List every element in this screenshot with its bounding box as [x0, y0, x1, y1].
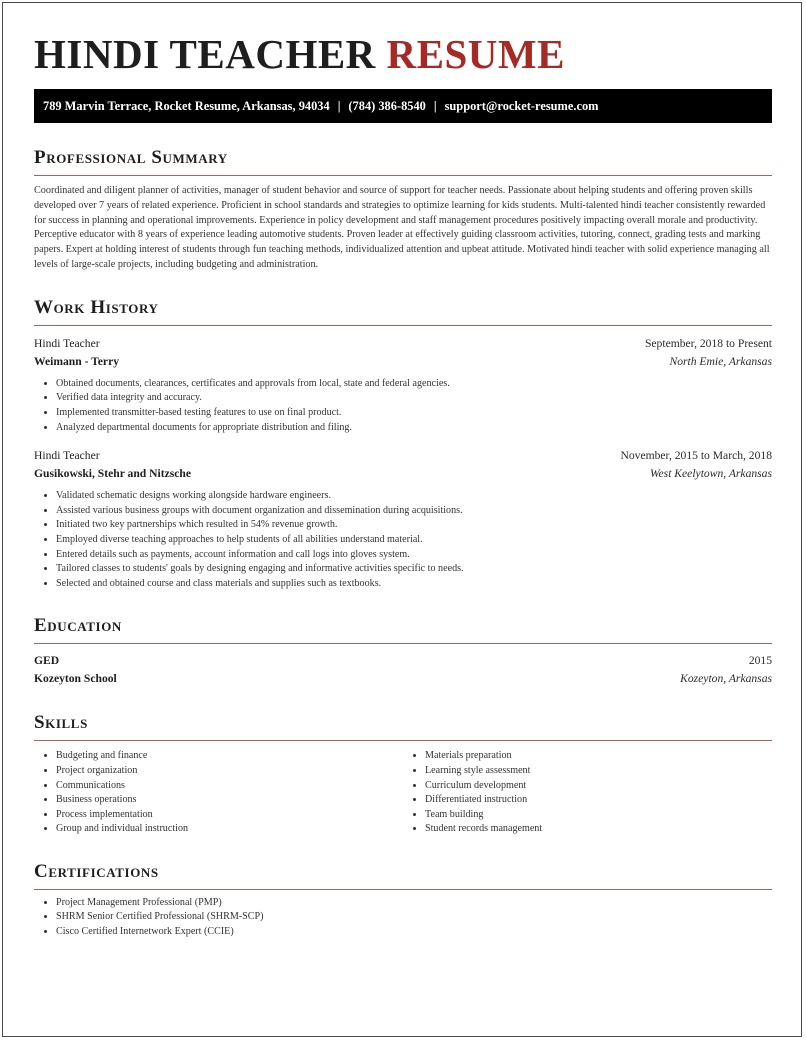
certification-item: • Project Management Professional (PMP): [56, 896, 772, 911]
skill-item: • Learning style assessment: [425, 764, 772, 779]
job-location: North Emie, Arkansas: [669, 354, 772, 368]
list-item: • Selected and obtained course and class materials and supplies such as textbooks.: [56, 577, 772, 592]
skill-item: • Communications: [56, 779, 403, 794]
certifications-list: [34, 896, 772, 940]
certifications-heading: Certifications: [34, 861, 772, 890]
resume-page: [34, 30, 772, 940]
education-heading: Education: [34, 615, 772, 644]
skill-item: • Project organization: [56, 764, 403, 779]
contact-separator: |: [337, 98, 341, 113]
skill-item: • Budgeting and finance: [56, 749, 403, 764]
skill-item: • Materials preparation: [425, 749, 772, 764]
skills-right-column: [403, 749, 772, 837]
list-item: • Tailored classes to students' goals by designing engaging and informative activities specific to needs.: [56, 562, 772, 577]
name-accent: RESUME: [386, 31, 565, 77]
skill-item: • Process implementation: [56, 808, 403, 823]
skills-heading: Skills: [34, 712, 772, 741]
skills-section: [34, 712, 772, 837]
job-location: West Keelytown, Arkansas: [649, 467, 772, 481]
list-item: • Employed diverse teaching approaches to help students of all abilities understand material.: [56, 533, 772, 548]
list-item: • Entered details such as payments, account information and call logs into gloves system.: [56, 548, 772, 563]
work-history-section: [34, 297, 772, 592]
education-year: 2015: [748, 654, 772, 668]
job-bullets: [34, 489, 772, 591]
list-item: • Implemented transmitter-based testing features to use on final product.: [56, 406, 772, 421]
list-item: • Assisted various business groups with document organization and dissemination during acquisitions.: [56, 504, 772, 519]
skill-item: • Group and individual instruction: [56, 822, 403, 837]
education-section: [34, 615, 772, 688]
list-item: • Validated schematic designs working alongside hardware engineers.: [56, 489, 772, 504]
contact-email[interactable]: support@rocket-resume.com: [444, 98, 599, 113]
job-title: Hindi Teacher: [34, 449, 100, 463]
list-item: • Initiated two key partnerships which resulted in 54% revenue growth.: [56, 518, 772, 533]
work-history-heading: Work History: [34, 297, 772, 326]
contact-phone: (784) 386-8540: [348, 98, 426, 113]
list-item: • Analyzed departmental documents for appropriate distribution and filing.: [56, 421, 772, 436]
contact-address: 789 Marvin Terrace, Rocket Resume, Arkansas, 94034: [43, 98, 330, 113]
job-title: Hindi Teacher: [34, 336, 100, 350]
job-company: Weimann - Terry: [34, 354, 120, 368]
skill-item: • Student records management: [425, 822, 772, 837]
certification-item: • Cisco Certified Internetwork Expert (CCIE): [56, 925, 772, 940]
contact-bar: [34, 89, 772, 123]
list-item: • Obtained documents, clearances, certificates and approvals from local, state and federal agencies.: [56, 377, 772, 392]
skill-item: • Differentiated instruction: [425, 793, 772, 808]
job-dates: November, 2015 to March, 2018: [620, 449, 772, 463]
skills-grid: [34, 749, 772, 837]
education-location: Kozeyton, Arkansas: [680, 672, 772, 686]
skill-item: • Business operations: [56, 793, 403, 808]
job-dates: September, 2018 to Present: [644, 336, 772, 350]
name-first: HINDI TEACHER: [34, 31, 376, 77]
job-company: Gusikowski, Stehr and Nitzsche: [34, 467, 191, 481]
resume-name: [34, 30, 772, 78]
summary-text: Coordinated and diligent planner of activities, manager of student behavior and source of support for teacher needs. Passionate about helping students and offering proven skills developed over 7 years of related experience. Proficient in school standards and strategies to optimize learning for kids students. Multi-talented hindi teacher consistently rewarded for success in planning and operational improvements. Experience in policy development and staff management procedures positively impacting overall morale and productivity. Perceptive educator with 8 years of experience leading automotive students. Proven leader at effectively guiding classroom activities, tutoring, connect, grading tests and marking papers. Expert at holding interest of students through fun teaching methods, individualized attention and upbeat attitude. Motivated hindi teacher with solid experience managing all levels of large-scale projects, including budgeting and administration.: [34, 185, 770, 270]
skills-left-column: [34, 749, 403, 837]
education-school: Kozeyton School: [34, 672, 117, 686]
job-entry: [34, 335, 772, 435]
contact-separator: |: [433, 98, 437, 113]
list-item: • Verified data integrity and accuracy.: [56, 391, 772, 406]
certifications-section: [34, 861, 772, 940]
skill-item: • Team building: [425, 808, 772, 823]
skill-item: • Curriculum development: [425, 779, 772, 794]
summary-section: [34, 147, 772, 273]
certification-item: • SHRM Senior Certified Professional (SHRM-SCP): [56, 910, 772, 925]
education-degree: GED: [34, 654, 60, 668]
job-entry: [34, 447, 772, 591]
summary-heading: Professional Summary: [34, 147, 772, 176]
job-bullets: [34, 377, 772, 435]
